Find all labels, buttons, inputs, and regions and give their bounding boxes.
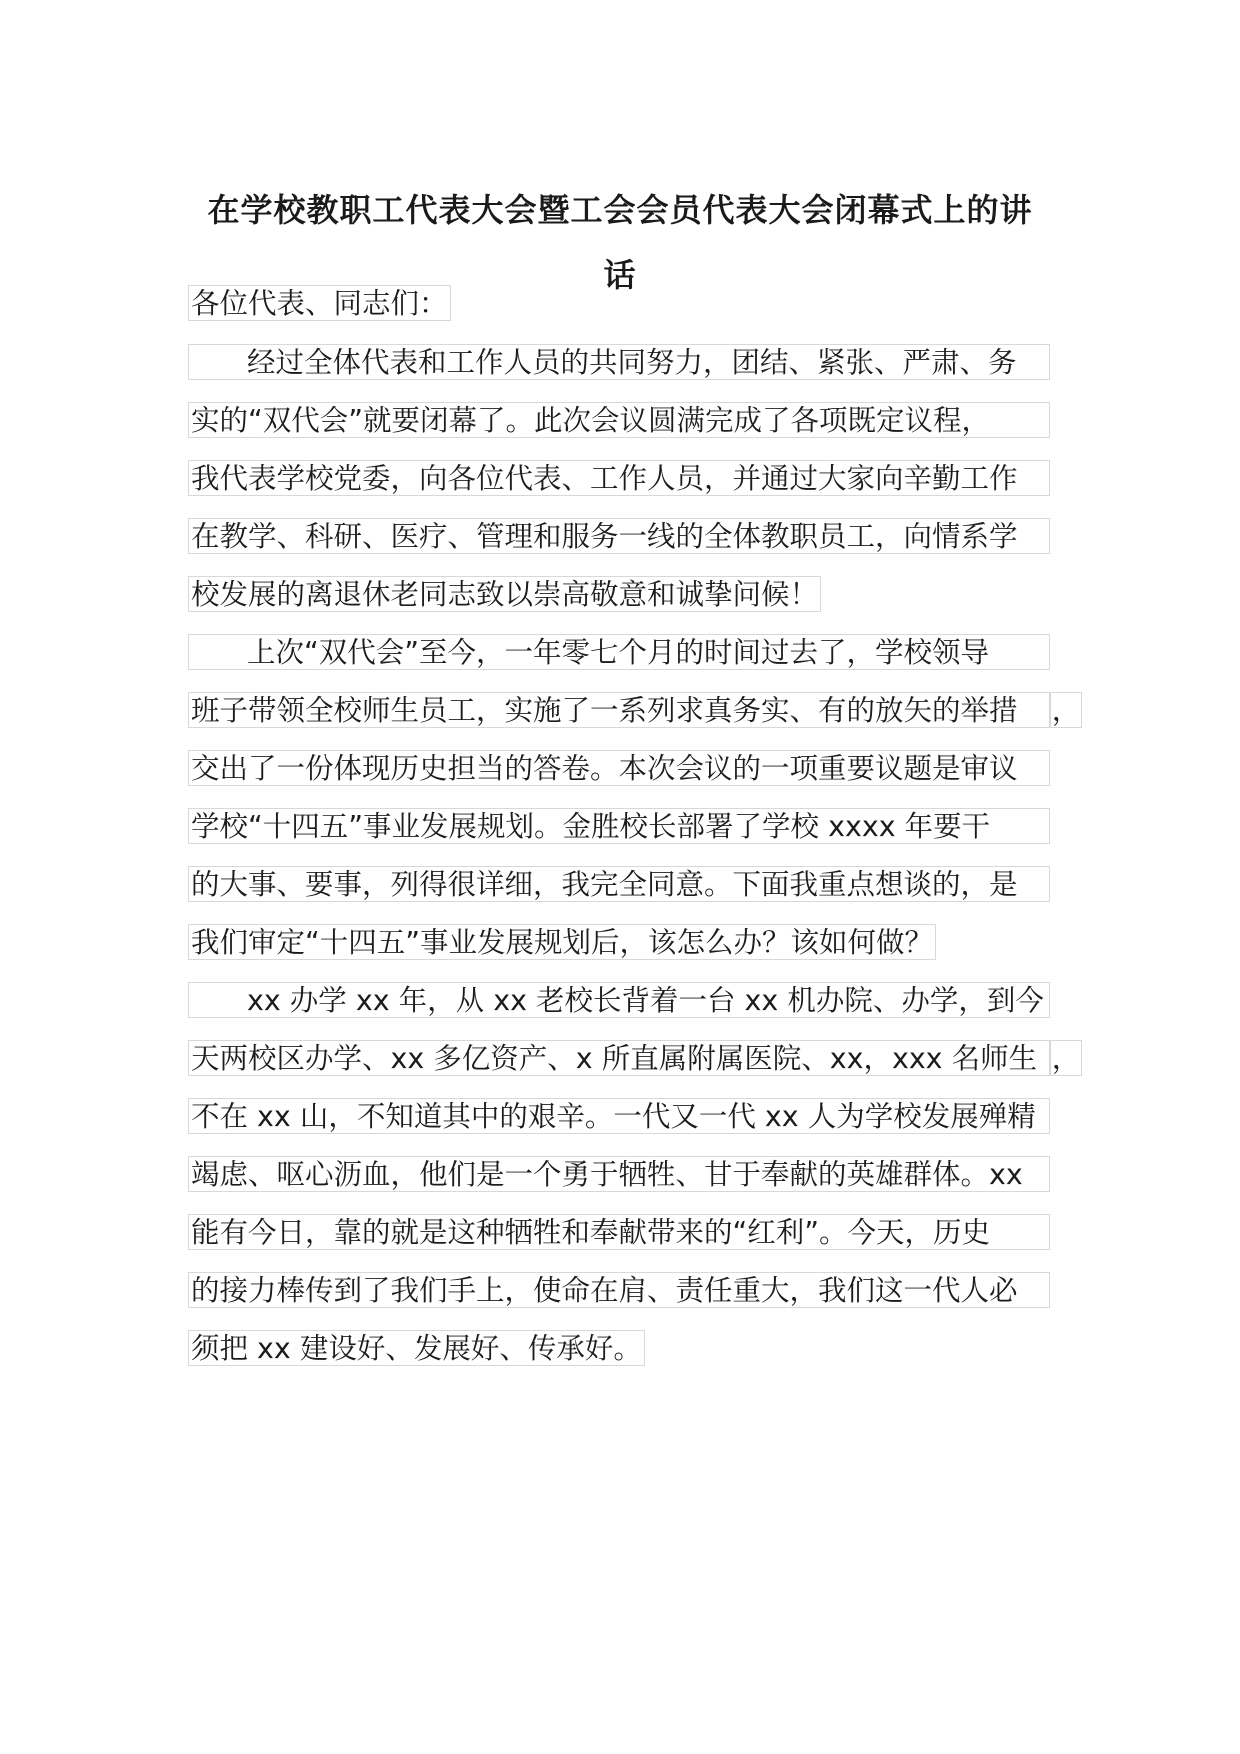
paragraph-3-line-2: 天两校区办学、xx 多亿资产、x 所直属附属医院、xx，xxx 名师生: [188, 1040, 1050, 1076]
paragraph-1-line-3: 我代表学校党委，向各位代表、工作人员，并通过大家向辛勤工作: [188, 460, 1050, 496]
paragraph-2-line-1: 上次“双代会”至今，一年零七个月的时间过去了，学校领导: [188, 634, 1050, 670]
paragraph-3-line-7: 须把 xx 建设好、发展好、传承好。: [188, 1330, 645, 1366]
paragraph-3-line-6: 的接力棒传到了我们手上，使命在肩、责任重大，我们这一代人必: [188, 1272, 1050, 1308]
paragraph-3-line-5: 能有今日，靠的就是这种牺牲和奉献带来的“红利”。今天，历史: [188, 1214, 1050, 1250]
document-title-line-1: 在学校教职工代表大会暨工会会员代表大会闭幕式上的讲: [207, 191, 1033, 229]
paragraph-3-line-3: 不在 xx 山，不知道其中的艰辛。一代又一代 xx 人为学校发展殚精: [188, 1098, 1050, 1134]
paragraph-3-line-4: 竭虑、呕心沥血，他们是一个勇于牺牲、甘于奉献的英雄群体。xx: [188, 1156, 1050, 1192]
paragraph-2-overflow-comma: ，: [1051, 694, 1081, 727]
paragraph-2-line-5: 的大事、要事，列得很详细，我完全同意。下面我重点想谈的，是: [188, 866, 1050, 902]
paragraph-1-line-2: 实的“双代会”就要闭幕了。此次会议圆满完成了各项既定议程，: [188, 402, 1050, 438]
paragraph-2-line-6: 我们审定“十四五”事业发展规划后，该怎么办？该如何做？: [188, 924, 936, 960]
paragraph-3-overflow-comma: ，: [1051, 1042, 1081, 1075]
paragraph-2-line-2: 班子带领全校师生员工，实施了一系列求真务实、有的放矢的举措: [188, 692, 1050, 728]
paragraph-1-line-4: 在教学、科研、医疗、管理和服务一线的全体教职员工，向情系学: [188, 518, 1050, 554]
paragraph-2-line-3: 交出了一份体现历史担当的答卷。本次会议的一项重要议题是审议: [188, 750, 1050, 786]
paragraph-1-line-5: 校发展的离退休老同志致以崇高敬意和诚挚问候！: [188, 576, 821, 612]
salutation: 各位代表、同志们：: [188, 285, 451, 321]
paragraph-3-line-1: xx 办学 xx 年，从 xx 老校长背着一台 xx 机办院、办学，到今: [188, 982, 1050, 1018]
document-title-line-2: 话: [603, 256, 637, 294]
paragraph-1-line-1: 经过全体代表和工作人员的共同努力，团结、紧张、严肃、务: [188, 344, 1050, 380]
paragraph-2-line-4: 学校“十四五”事业发展规划。金胜校长部署了学校 xxxx 年要干: [188, 808, 1050, 844]
